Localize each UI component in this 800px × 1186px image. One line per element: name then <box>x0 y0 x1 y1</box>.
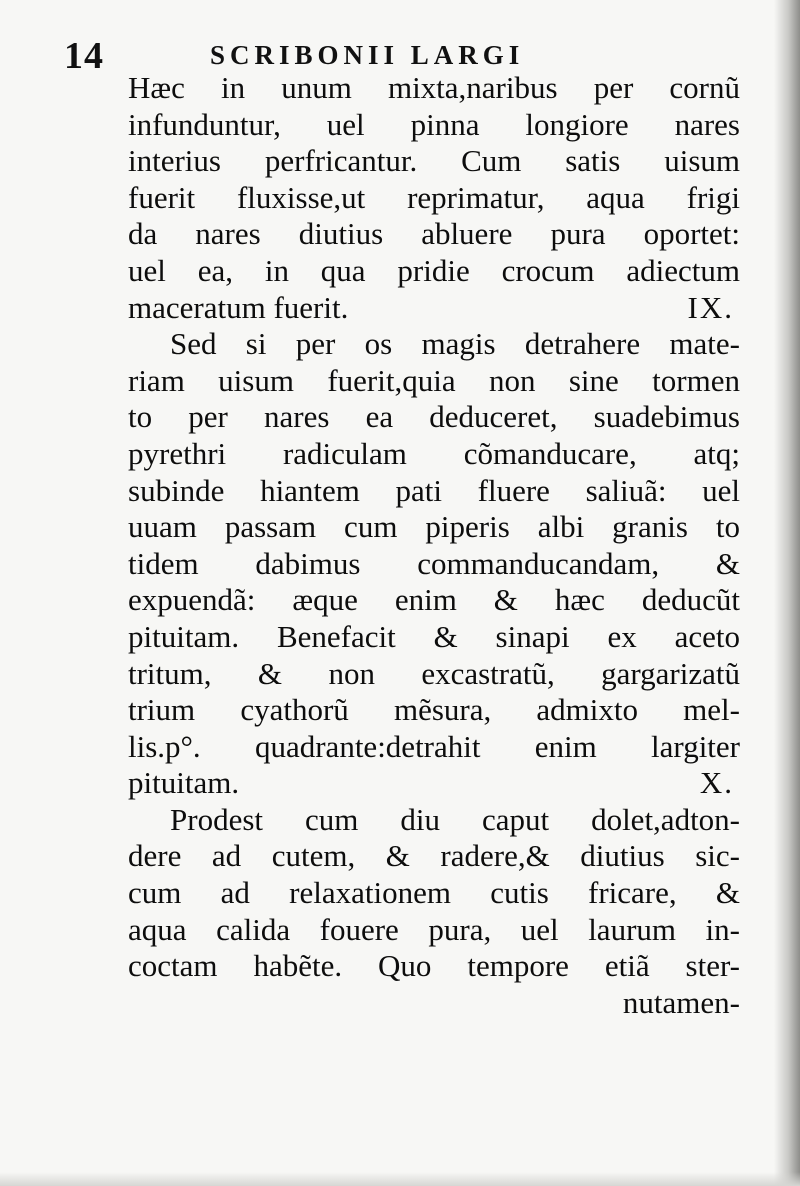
text-line: dere ad cutem, & radere,& diutius sic- <box>128 838 740 874</box>
text-line: tritum, & non excastratũ, gargarizatũ <box>128 655 740 691</box>
text-line: maceratum fuerit. <box>128 289 349 325</box>
text-line: infunduntur, uel pinna longiore nares <box>128 106 740 142</box>
text-line: tidem dabimus commanducandam, & <box>128 545 740 581</box>
section-number: IX. <box>687 289 734 325</box>
page-number: 14 <box>64 35 104 77</box>
page-bottom-shadow <box>0 1172 800 1186</box>
text-line: pituitam. Benefacit & sinapi ex aceto <box>128 618 740 654</box>
text-line: uel ea, in qua pridie crocum adiectum <box>128 252 740 288</box>
text-line: aqua calida fouere pura, uel laurum in- <box>128 911 740 947</box>
text-line-with-section-mark <box>128 765 740 802</box>
text-line: Sed si per os magis detrahere mate- <box>170 326 740 362</box>
text-line: fuerit fluxisse,ut reprimatur, aqua frigi <box>128 179 740 215</box>
text-line: cum ad relaxationem cutis fricare, & <box>128 875 740 911</box>
text-line-with-section-mark <box>128 290 740 327</box>
text-line: lis.p°. quadrante:detrahit enim largiter <box>128 728 740 764</box>
text-line: subinde hiantem pati fluere saliuã: uel <box>128 472 740 508</box>
page-edge-shadow <box>774 0 800 1186</box>
text-line: pyrethri radiculam cõmanducare, atq; <box>128 435 740 471</box>
body-text <box>128 70 740 1021</box>
text-line: Prodest cum diu caput dolet,adton- <box>170 801 740 837</box>
catchword: nutamen- <box>622 984 740 1020</box>
running-head: SCRIBONII LARGI <box>210 40 525 70</box>
text-line: Hæc in unum mixta,naribus per cornũ <box>128 70 740 105</box>
text-line: expuendã: æque enim & hæc deducũt <box>128 582 740 618</box>
text-line: to per nares ea deduceret, suadebimus <box>128 399 740 435</box>
text-line: uuam passam cum piperis albi granis to <box>128 509 740 545</box>
section-number: X. <box>699 765 734 801</box>
text-line: trium cyathorũ mẽsura, admixto mel- <box>128 692 740 728</box>
text-line: pituitam. <box>128 765 240 801</box>
text-line: da nares diutius abluere pura oportet: <box>128 216 740 252</box>
text-line: coctam habẽte. Quo tempore etiã ster- <box>128 948 740 984</box>
text-line: riam uisum fuerit,quia non sine tormen <box>128 362 740 398</box>
text-line: interius perfricantur. Cum satis uisum <box>128 143 740 179</box>
